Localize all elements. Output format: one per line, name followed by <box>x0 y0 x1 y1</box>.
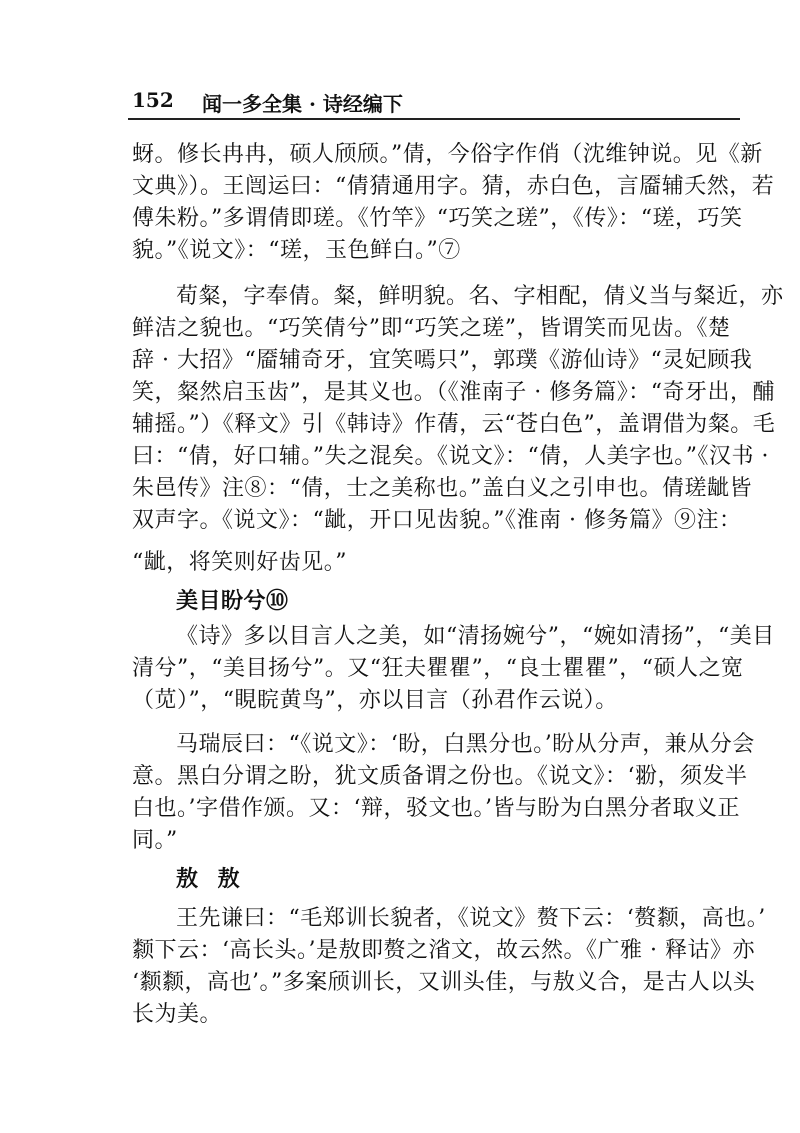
text-line: （苋）”，“睍睆黄鸟”，亦以目言（孙君作云说）。 <box>132 688 618 713</box>
text-line: 《诗》多以目言人之美，如“清扬婉兮”，“婉如清扬”，“美目 <box>176 624 775 649</box>
text-line: 文典》）。王闿运曰：“倩猜通用字。猜，赤白色，言靥辅夭然，若 <box>132 174 775 199</box>
text-line: 貌。”《说文》：“瑳，玉色鲜白。”⑦ <box>132 238 461 263</box>
text-line: 长为美。 <box>132 1002 223 1027</box>
text-line: 辞 · 大招》“靥辅奇牙，宜笑嘕只”，郭璞《游仙诗》“灵妃顾我 <box>132 348 753 373</box>
page-number: 152 <box>132 88 174 112</box>
text-line: 意。黑白分谓之盼，犹文质备谓之份也。《说文》：‘翂，须发半 <box>132 764 748 789</box>
header-rule <box>128 118 740 120</box>
text-line: ‘颣颣，高也’。”多案颀训长，又训头佳，与敖义合，是古人以头 <box>132 970 756 995</box>
text-line: 朱邑传》注⑧：“倩，士之美称也。”盖白义之引申也。倩瑳龇皆 <box>132 476 752 501</box>
text-line: 颣下云：‘高长头。’是敖即赘之渻文，故云然。《广雅 · 释诂》亦 <box>132 938 755 963</box>
text-line: 王先谦曰：“毛郑训长貌者，《说文》赘下云：‘赘颣，高也。’ <box>176 906 766 931</box>
running-title: 闻一多全集 · 诗经编下 <box>202 92 403 116</box>
section-heading: 美目盼兮⑩ <box>176 588 289 614</box>
text-line: 曰：“倩，好口辅。”失之混矣。《说文》：“倩，人美字也。”《汉书 · <box>132 444 769 469</box>
section-heading: 敖 敖 <box>176 866 246 892</box>
text-line: 清兮”，“美目扬兮”。又“狂夫瞿瞿”，“良士瞿瞿”，“硕人之宽 <box>132 656 744 681</box>
text-line: 双声字。《说文》：“龇，开口见齿貌。”《淮南 · 修务篇》⑨注： <box>132 508 742 533</box>
text-line: 马瑞辰曰：“《说文》：‘盼，白黑分也。’盼从分声，兼从分会 <box>176 732 755 757</box>
text-line: 同。” <box>132 828 178 853</box>
text-line: 辅摇。”）《释文》引《韩诗》作蒨，云“苍白色”，盖谓借为粲。毛 <box>132 412 776 437</box>
text-line: 蚜。修长冉冉，硕人颀颀。”倩，今俗字作俏（沈维钟说。见《新 <box>132 142 763 167</box>
text-line: 笑，粲然启玉齿”，是其义也。（《淮南子 · 修务篇》：“奇牙出，酺 <box>132 380 775 405</box>
text-line: 荀粲，字奉倩。粲，鲜明貌。名、字相配，倩义当与粲近，亦 <box>176 284 784 309</box>
text-line: 傅朱粉。”多谓倩即瑳。《竹竿》“巧笑之瑳”，《传》：“瑳，巧笑 <box>132 206 743 231</box>
text-line: 白也。’字借作颁。又：‘辩，驳文也。’皆与盼为白黑分者取义正 <box>132 796 740 821</box>
text-line: 鲜洁之貌也。“巧笑倩兮”即“巧笑之瑳”，皆谓笑而见齿。《楚 <box>132 316 731 341</box>
page-header <box>132 84 732 116</box>
text-line: “龇，将笑则好齿见。” <box>132 550 347 575</box>
